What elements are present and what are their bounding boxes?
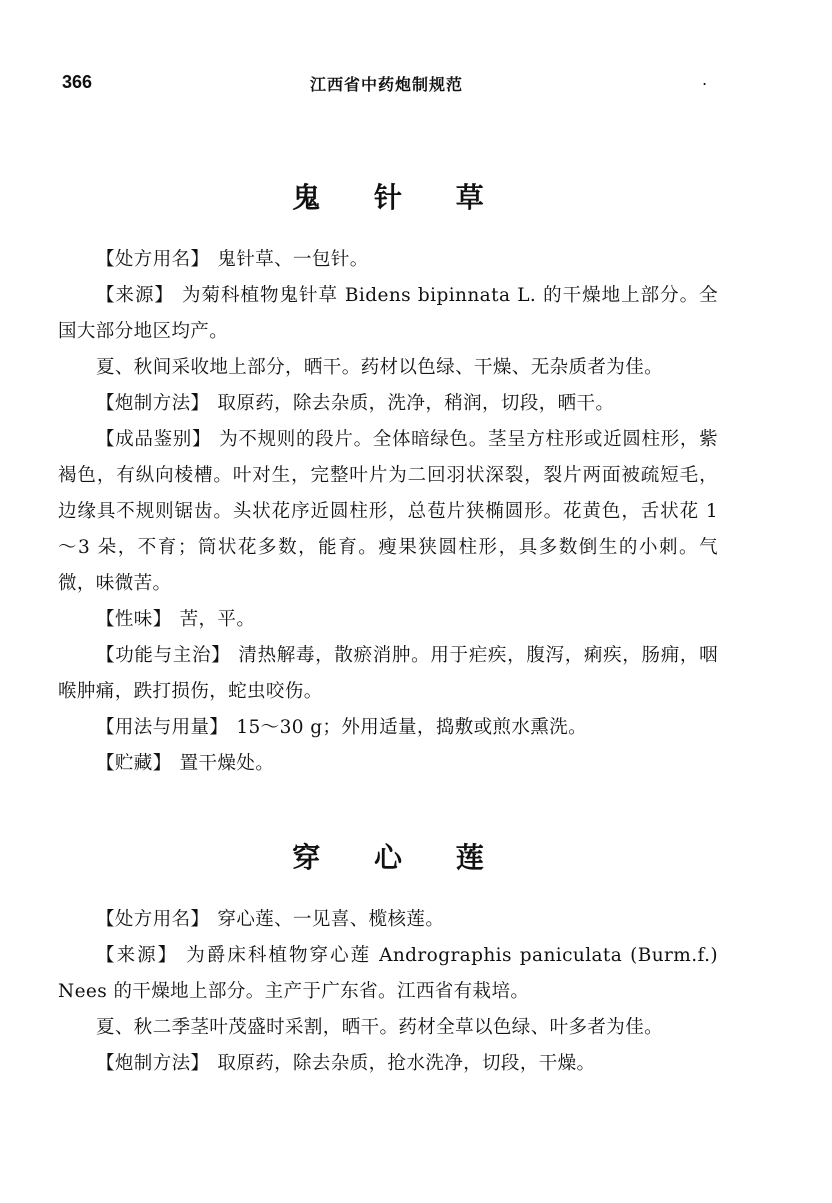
paragraph-text: 置干燥处。 (179, 753, 275, 774)
paragraph-dosage (58, 710, 718, 746)
paragraph-label: 【 性味 】 (96, 609, 180, 630)
paragraph-text: 取原药，除去杂质，洗净，稍润，切段，晒干。 (217, 393, 615, 414)
paragraph-label: 【 处方用名 】 (96, 909, 217, 930)
page-number: 366 (62, 72, 93, 92)
paragraph-text: 清热解毒，散瘀消肿。用于疟疾，腹泻，痢疾，肠痈，咽喉肿痛，跌打损伤，蛇虫咬伤。 (58, 645, 718, 702)
paragraph-source (58, 278, 718, 350)
paragraph-property (58, 602, 718, 638)
paragraph-label: 【 成品鉴别 】 (96, 429, 219, 450)
paragraph-text: 苦，平。 (179, 609, 256, 630)
running-title: 江西省中药炮制规范 (310, 75, 464, 94)
paragraph-label: 【 贮藏 】 (96, 753, 180, 774)
paragraph-label: 【 功能与主治 】 (96, 645, 238, 666)
paragraph-prescription-name (58, 902, 718, 938)
paragraph-prescription-name (58, 242, 718, 278)
paragraph-source (58, 938, 718, 1010)
paragraph-text: 15～30 g；外用适量，捣敷或煎水熏洗。 (236, 717, 588, 738)
paragraph-function (58, 638, 718, 710)
paragraph-text: 为不规则的段片。全体暗绿色。茎呈方柱形或近圆柱形，紫褐色，有纵向棱槽。叶对生，完整叶片为二回羽状深裂，裂片两面被疏短毛，边缘具不规则锯齿。头状花序近圆柱形，总苞片狭椭圆形。花黄色，舌状花 1～3 朵，不育；筒状花多数，能育。瘦果狭圆柱形，具多数倒生的小刺。气微，味微苦。 (58, 429, 719, 594)
entry-title: 鬼 针 草 (292, 181, 506, 214)
paragraph-text: 为菊科植物鬼针草 Bidens bipinnata L. 的干燥地上部分。全国大部分地区均产。 (58, 285, 719, 342)
paragraph-label: 【 炮制方法 】 (96, 1053, 217, 1074)
paragraph-text: 夏、秋间采收地上部分，晒干。药材以色绿、干燥、无杂质者为佳。 (96, 357, 664, 378)
entry-chuanxinlian (58, 838, 718, 1082)
entry-guizhencao (58, 178, 718, 782)
paragraph-label: 【 炮制方法 】 (96, 393, 217, 414)
paragraph-processing (58, 1046, 718, 1082)
paragraph-label: 【 处方用名 】 (96, 249, 217, 270)
paragraph-text: 为爵床科植物穿心莲 Andrographis paniculata (Burm.f.) Nees 的干燥地上部分。主产于广东省。江西省有栽培。 (58, 945, 719, 1002)
margin-mark: . (702, 70, 708, 89)
paragraph-processing (58, 386, 718, 422)
paragraph-label: 【 来源 】 (96, 285, 182, 306)
entry-title: 穿 心 莲 (292, 841, 506, 874)
paragraph-harvest (58, 1010, 718, 1046)
paragraph-label: 【 来源 】 (96, 945, 186, 966)
paragraph-harvest (58, 350, 718, 386)
paragraph-text: 取原药，除去杂质，抢水洗净，切段，干燥。 (217, 1053, 596, 1074)
paragraph-identification (58, 422, 718, 602)
paragraph-storage (58, 746, 718, 782)
paragraph-label: 【 用法与用量 】 (96, 717, 236, 738)
paragraph-text: 夏、秋二季茎叶茂盛时采割，晒干。药材全草以色绿、叶多者为佳。 (96, 1017, 664, 1038)
page-header (62, 72, 782, 102)
paragraph-text: 穿心莲、一见喜、榄核莲。 (217, 909, 445, 930)
paragraph-text: 鬼针草、一包针。 (217, 249, 369, 270)
